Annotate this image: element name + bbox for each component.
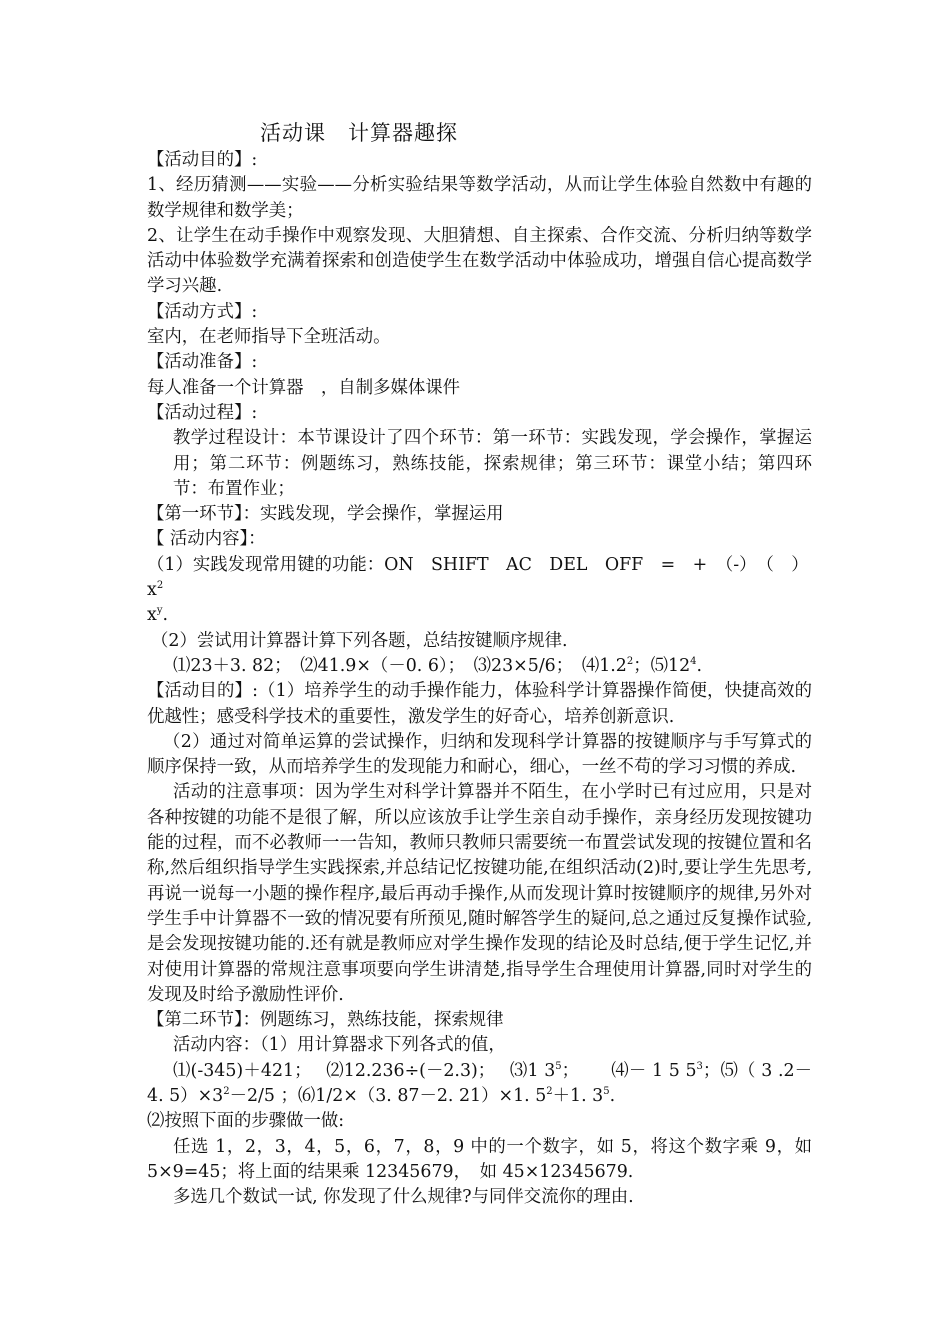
exercise-2-sup-5: 5 [603, 1085, 610, 1097]
keys-line-2 [147, 603, 812, 628]
keys-text: （1）实践发现常用键的功能：ON SHIFT AC DEL OFF = + （-） （ ） x [147, 554, 818, 601]
exercise-1-end: . [696, 655, 703, 676]
keys-sup: 2 [156, 580, 164, 592]
notes-text: 活动的注意事项：因为学生对科学计算器并不陌生，在小学时已有过应用，只是对各种按键的功能不是很了解，所以应该放手让学生亲自动手操作，亲身经历发现按键功能的过程，而不必教师一一告知，教师只教师只需要统一布置尝试发现的按键位置和名称,然后组织指导学生实践探索,并总结记忆按键功能,在组织活动(2)时,要让学生先思考,再说一说每一小题的操作程序,最后再动手操作,从而发现计算时按键顺序的规律,另外对学生手中计算器不一致的情况要有所预见,随时解答学生的疑问,总之通过反复操作试验,是会发现按键功能的.还有就是教师应对学生操作发现的结论及时总结,便于学生记忆,并对使用计算器的常规注意事项要向学生讲清楚,指导学生合理使用计算器,同时对学生的发现及时给予激励性评价. [147, 782, 812, 1005]
exercise-2-line [147, 1059, 812, 1110]
keys-y-sup: y [156, 605, 163, 617]
section-2-heading: 【第二环节】：例题练习，熟练技能，探索规律 [147, 1010, 504, 1031]
exercise-2-sup-4: 2 [546, 1085, 553, 1097]
keys-x: x [147, 605, 157, 626]
exercise-2-sup-3: 2 [223, 1085, 230, 1097]
goal-item-1: 1、经历猜测——实验——分析实验结果等数学活动，从而让学生体验自然数中有趣的数学规律和数学美； [147, 175, 812, 221]
goal-c-text: （2）通过对简单运算的尝试操作，归纳和发现科学计算器的按键顺序与手写算式的顺序保持一致，从而培养学生的发现能力和耐心，细心，一丝不苟的学习习惯的养成. [147, 731, 812, 778]
step-text: 任选 1，2，3，4，5，6，7，8，9 中的一个数字，如 5，将这个数字乘 9，如 5×9=45；将上面的结果乘 12345679， 如 45×12345679. [147, 1136, 812, 1182]
exercise-1-sup-a: 2 [626, 655, 634, 667]
method-text: 室内，在老师指导下全班活动。 [147, 327, 391, 348]
heading-goal: 【活动目的】: [147, 150, 258, 170]
exercise-2-d: －2/5 ；⑹1/2×（3. 87－2. 21）×1. 5 [229, 1085, 547, 1106]
exercise-1-sup-b: 4 [690, 655, 697, 667]
prep-text: 每人准备一个计算器 ，自制多媒体课件 [147, 377, 461, 398]
exercise-2-e: ＋1. 3 [552, 1085, 604, 1106]
goal-b-text: 【活动目的】:（1）培养学生的动手操作能力，体验科学计算器操作简便，快捷高效的优越性；感受科学技术的重要性，激发学生的好奇心，培养创新意识. [147, 681, 812, 727]
heading-process: 【活动过程】: [147, 402, 258, 423]
exercise-2-a: ⑴(-345)＋421； ⑵12.236÷(－2.3)； ⑶1 3 [173, 1060, 556, 1081]
exercise-2-c: ；⑸（ 3 .2－4. 5）×3 [147, 1060, 813, 1106]
last-line: 多选几个数试一试, 你发现了什么规律?与同伴交流你的理由. [173, 1187, 634, 1208]
page-title: 活动课 计算器趣探 [260, 121, 458, 145]
exercise-1-mid: ；⑸12 [633, 655, 691, 676]
keys-end: . [162, 605, 168, 626]
try-line: （2）尝试用计算器计算下列各题，总结按键顺序规律. [151, 630, 568, 651]
heading-prep: 【活动准备】: [147, 352, 258, 373]
step-heading: ⑵按照下面的步骤做一做: [147, 1111, 345, 1132]
goal-item-2: 2、让学生在动手操作中观察发现、大胆猜想、自主探索、合作交流、分析归纳等数学活动中体验数学充满着探索和创造使学生在数学活动中体验成功，增强自信心提高数学学习兴趣. [147, 225, 812, 297]
section-2-content: 活动内容：（1）用计算器求下列各式的值， [173, 1035, 506, 1056]
exercise-2-b: ； ⑷－ 1 5 5 [561, 1060, 697, 1081]
exercise-1-line [147, 654, 812, 679]
heading-method: 【活动方式】: [147, 301, 258, 322]
keys-line [147, 553, 818, 604]
exercise-1-text: ⑴23＋3. 82； ⑵41.9×（－0. 6）； ⑶23×5/6； ⑷1.2 [173, 655, 627, 676]
exercise-2-f: . [609, 1085, 616, 1106]
exercise-2-sup-2: 3 [696, 1060, 703, 1072]
exercise-2-sup-1: 5 [555, 1060, 562, 1072]
section-1-content-heading: 【 活动内容】： [147, 529, 266, 550]
process-text: 教学过程设计：本节课设计了四个环节：第一环节：实践发现，学会操作，掌握运用；第二环节：例题练习，熟练技能，探索规律；第三环节：课堂小结；第四环节：布置作业； [173, 428, 812, 499]
section-1-heading: 【第一环节】：实践发现，学会操作，掌握运用 [147, 504, 504, 525]
document-page [147, 118, 818, 1210]
